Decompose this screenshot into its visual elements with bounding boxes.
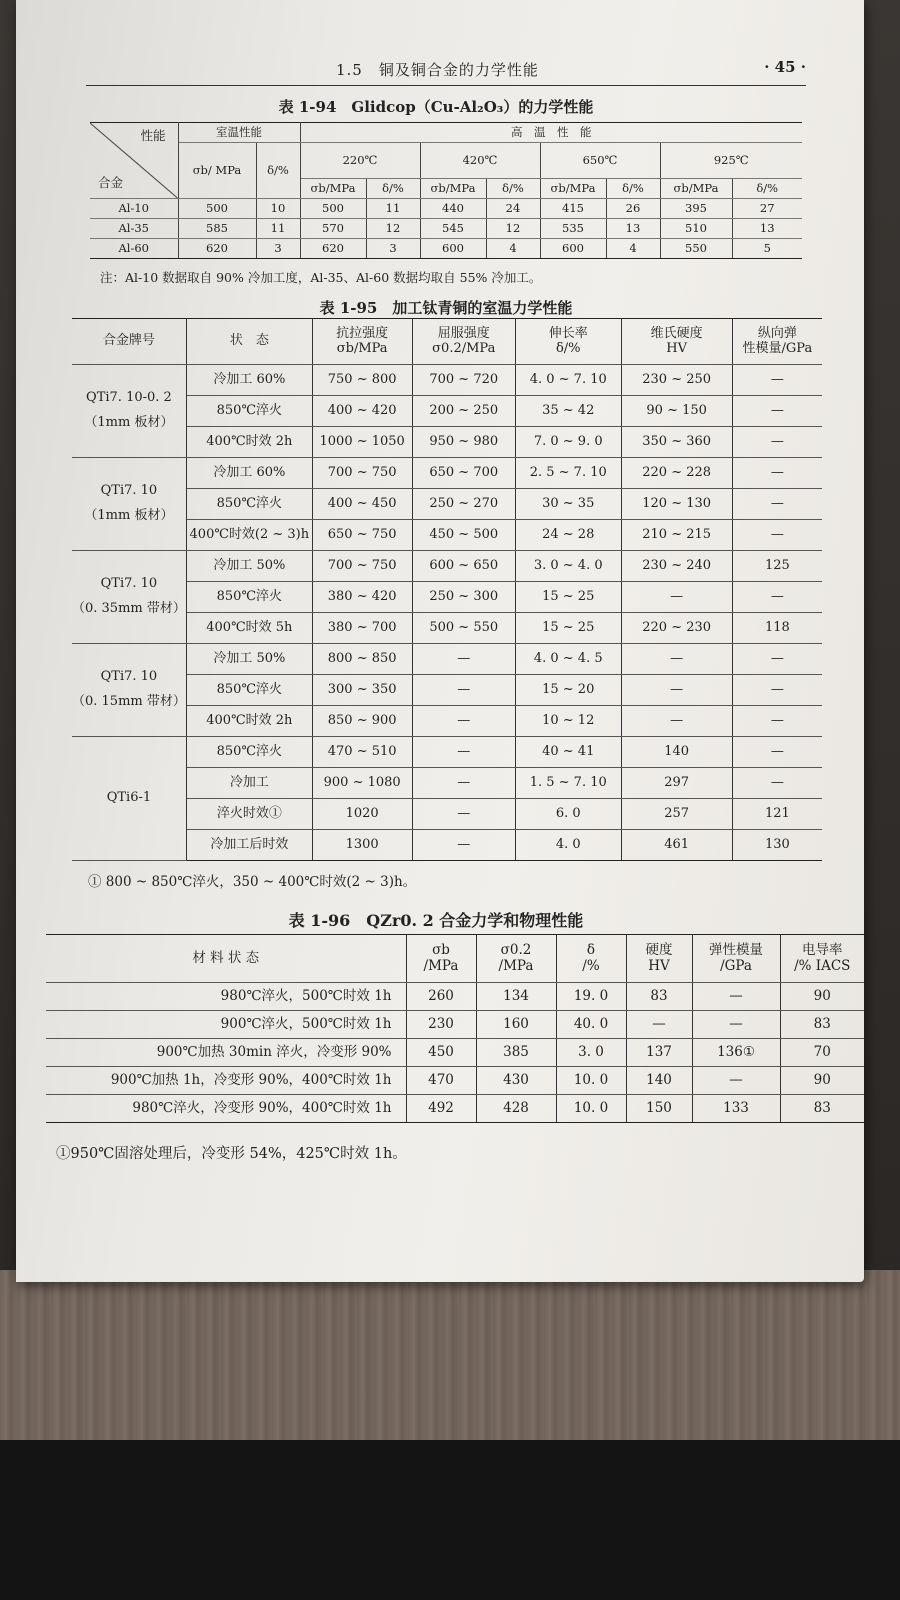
header-delta: δ/% bbox=[606, 179, 660, 199]
state-cell: 冷加工 60% bbox=[186, 365, 312, 396]
table-96-caption: 表 1-96 QZr0. 2 合金力学和物理性能 bbox=[288, 911, 584, 930]
value-cell: 230 bbox=[406, 1011, 476, 1039]
value-cell: 4. 0 ~ 7. 10 bbox=[515, 365, 621, 396]
header-temp-220: 220℃ bbox=[300, 143, 420, 179]
value-cell: 12 bbox=[486, 219, 540, 239]
alloy-group-cell: QTi6-1 bbox=[72, 737, 186, 861]
state-cell: 400℃时效 2h bbox=[186, 427, 312, 458]
value-cell: 140 bbox=[626, 1067, 692, 1095]
value-cell: 11 bbox=[366, 199, 420, 219]
value-cell: 6. 0 bbox=[515, 799, 621, 830]
table-96-note: ①950℃固溶处理后，冷变形 54%，425℃时效 1h。 bbox=[56, 1146, 407, 1162]
value-cell: — bbox=[621, 706, 732, 737]
value-cell: — bbox=[692, 983, 780, 1011]
value-cell: — bbox=[732, 675, 822, 706]
value-cell: 380 ~ 700 bbox=[312, 613, 412, 644]
value-cell: 200 ~ 250 bbox=[412, 396, 515, 427]
alloy-group-cell: QTi7. 10-0. 2 （1mm 板材） bbox=[72, 365, 186, 458]
page-header bbox=[86, 56, 806, 86]
value-cell: 19. 0 bbox=[556, 983, 626, 1011]
value-cell: 440 bbox=[420, 199, 486, 219]
value-cell: 700 ~ 720 bbox=[412, 365, 515, 396]
value-cell: 300 ~ 350 bbox=[312, 675, 412, 706]
state-cell: 400℃时效 5h bbox=[186, 613, 312, 644]
table-row bbox=[72, 458, 822, 489]
value-cell: 380 ~ 420 bbox=[312, 582, 412, 613]
value-cell: 27 bbox=[732, 199, 802, 219]
table-surface bbox=[0, 1270, 900, 1450]
value-cell: 40. 0 bbox=[556, 1011, 626, 1039]
state-cell: 850℃淬火 bbox=[186, 396, 312, 427]
value-cell: 130 bbox=[732, 830, 822, 861]
header-high-temp: 高 温 性 能 bbox=[300, 123, 802, 143]
value-cell: 3 bbox=[256, 239, 300, 259]
table-95-caption: 表 1-95 加工钛青铜的室温力学性能 bbox=[319, 299, 573, 317]
header-delta: δ/% bbox=[256, 143, 300, 199]
header-delta: δ/% bbox=[732, 179, 802, 199]
value-cell: 545 bbox=[420, 219, 486, 239]
header-temp-650: 650℃ bbox=[540, 143, 660, 179]
value-cell: 15 ~ 25 bbox=[515, 613, 621, 644]
value-cell: 150 bbox=[626, 1095, 692, 1123]
header-room-temp: 室温性能 bbox=[178, 123, 300, 143]
value-cell: — bbox=[732, 458, 822, 489]
table-row bbox=[72, 551, 822, 582]
value-cell: 1000 ~ 1050 bbox=[312, 427, 412, 458]
value-cell: 470 ~ 510 bbox=[312, 737, 412, 768]
value-cell: — bbox=[732, 737, 822, 768]
table-row bbox=[90, 199, 802, 219]
state-cell: 850℃淬火 bbox=[186, 582, 312, 613]
value-cell: — bbox=[732, 427, 822, 458]
value-cell: 450 ~ 500 bbox=[412, 520, 515, 551]
value-cell: 415 bbox=[540, 199, 606, 219]
value-cell: 1300 bbox=[312, 830, 412, 861]
value-cell: 10. 0 bbox=[556, 1067, 626, 1095]
value-cell: — bbox=[732, 489, 822, 520]
table-row bbox=[90, 219, 802, 239]
value-cell: 2. 5 ~ 7. 10 bbox=[515, 458, 621, 489]
state-cell: 850℃淬火 bbox=[186, 737, 312, 768]
table-row bbox=[72, 365, 822, 396]
running-title: 1.5 铜及铜合金的力学性能 bbox=[336, 61, 539, 79]
value-cell: — bbox=[412, 675, 515, 706]
value-cell: 900 ~ 1080 bbox=[312, 768, 412, 799]
header-tensile: 抗拉强度 σb/MPa bbox=[312, 319, 412, 365]
header-hardness: 硬度 HV bbox=[626, 935, 692, 983]
value-cell: 230 ~ 250 bbox=[621, 365, 732, 396]
value-cell: 3. 0 ~ 4. 0 bbox=[515, 551, 621, 582]
table-row bbox=[46, 1011, 864, 1039]
value-cell: 12 bbox=[366, 219, 420, 239]
table-94-caption: 表 1-94 Glidcop（Cu-Al₂O₃）的力学性能 bbox=[278, 98, 594, 116]
value-cell: 600 ~ 650 bbox=[412, 551, 515, 582]
value-cell: 83 bbox=[626, 983, 692, 1011]
value-cell: 620 bbox=[178, 239, 256, 259]
floor-background bbox=[0, 1440, 900, 1600]
state-cell: 400℃时效(2 ~ 3)h bbox=[186, 520, 312, 551]
value-cell: 600 bbox=[420, 239, 486, 259]
page-number: · 45 · bbox=[764, 58, 806, 76]
value-cell: 430 bbox=[476, 1067, 556, 1095]
value-cell: 137 bbox=[626, 1039, 692, 1067]
state-cell: 850℃淬火 bbox=[186, 489, 312, 520]
header-state: 材 料 状 态 bbox=[46, 935, 406, 983]
value-cell: 850 ~ 900 bbox=[312, 706, 412, 737]
value-cell: 136① bbox=[692, 1039, 780, 1067]
state-cell: 850℃淬火 bbox=[186, 675, 312, 706]
value-cell: 83 bbox=[780, 1095, 864, 1123]
table-94-note: 注：Al-10 数据取自 90% 冷加工度，Al-35、Al-60 数据均取自 55% 冷加工。 bbox=[100, 270, 542, 285]
value-cell: 160 bbox=[476, 1011, 556, 1039]
value-cell: — bbox=[621, 582, 732, 613]
value-cell: 700 ~ 750 bbox=[312, 458, 412, 489]
header-sigma-b: σb /MPa bbox=[406, 935, 476, 983]
value-cell: 461 bbox=[621, 830, 732, 861]
value-cell: — bbox=[732, 396, 822, 427]
value-cell: 400 ~ 420 bbox=[312, 396, 412, 427]
header-sigma: σb/ MPa bbox=[178, 143, 256, 199]
header-alloy: 合金牌号 bbox=[72, 319, 186, 365]
value-cell: 500 bbox=[178, 199, 256, 219]
table-94-corner bbox=[90, 123, 178, 199]
value-cell: 15 ~ 20 bbox=[515, 675, 621, 706]
value-cell: 13 bbox=[606, 219, 660, 239]
state-cell: 900℃加热 30min 淬火，冷变形 90% bbox=[46, 1039, 406, 1067]
value-cell: 10 ~ 12 bbox=[515, 706, 621, 737]
state-cell: 冷加工 bbox=[186, 768, 312, 799]
header-conductivity: 电导率 /% IACS bbox=[780, 935, 864, 983]
value-cell: — bbox=[412, 768, 515, 799]
state-cell: 冷加工 60% bbox=[186, 458, 312, 489]
value-cell: — bbox=[732, 520, 822, 551]
value-cell: 1020 bbox=[312, 799, 412, 830]
alloy-cell: Al-60 bbox=[90, 239, 178, 259]
value-cell: 470 bbox=[406, 1067, 476, 1095]
value-cell: 90 ~ 150 bbox=[621, 396, 732, 427]
value-cell: 118 bbox=[732, 613, 822, 644]
value-cell: 70 bbox=[780, 1039, 864, 1067]
header-delta: δ /% bbox=[556, 935, 626, 983]
value-cell: 620 bbox=[300, 239, 366, 259]
state-cell: 冷加工 50% bbox=[186, 551, 312, 582]
value-cell: — bbox=[412, 737, 515, 768]
value-cell: 230 ~ 240 bbox=[621, 551, 732, 582]
value-cell: — bbox=[621, 644, 732, 675]
header-yield: 屈服强度 σ0.2/MPa bbox=[412, 319, 515, 365]
book-page bbox=[16, 0, 864, 1282]
value-cell: 5 bbox=[732, 239, 802, 259]
value-cell: — bbox=[692, 1011, 780, 1039]
value-cell: 220 ~ 228 bbox=[621, 458, 732, 489]
state-cell: 980℃淬火，冷变形 90%，400℃时效 1h bbox=[46, 1095, 406, 1123]
value-cell: — bbox=[412, 799, 515, 830]
state-cell: 900℃淬火，500℃时效 1h bbox=[46, 1011, 406, 1039]
value-cell: 650 ~ 750 bbox=[312, 520, 412, 551]
value-cell: 140 bbox=[621, 737, 732, 768]
alloy-group-cell: QTi7. 10 （0. 15mm 带材） bbox=[72, 644, 186, 737]
header-hardness: 维氏硬度 HV bbox=[621, 319, 732, 365]
state-cell: 400℃时效 2h bbox=[186, 706, 312, 737]
header-temp-420: 420℃ bbox=[420, 143, 540, 179]
table-row bbox=[90, 239, 802, 259]
table-96 bbox=[46, 934, 864, 1123]
header-sigma: σb/MPa bbox=[420, 179, 486, 199]
table-94 bbox=[90, 122, 802, 259]
value-cell: 450 bbox=[406, 1039, 476, 1067]
table-95-note: ① 800 ~ 850℃淬火，350 ~ 400℃时效(2 ~ 3)h。 bbox=[88, 874, 417, 890]
value-cell: — bbox=[732, 644, 822, 675]
value-cell: 492 bbox=[406, 1095, 476, 1123]
state-cell: 冷加工 50% bbox=[186, 644, 312, 675]
value-cell: 3 bbox=[366, 239, 420, 259]
table-row bbox=[46, 983, 864, 1011]
value-cell: 11 bbox=[256, 219, 300, 239]
value-cell: 297 bbox=[621, 768, 732, 799]
value-cell: 4. 0 bbox=[515, 830, 621, 861]
value-cell: 570 bbox=[300, 219, 366, 239]
value-cell: 250 ~ 300 bbox=[412, 582, 515, 613]
value-cell: 13 bbox=[732, 219, 802, 239]
value-cell: 4 bbox=[486, 239, 540, 259]
header-sigma: σb/MPa bbox=[540, 179, 606, 199]
table-row bbox=[72, 644, 822, 675]
value-cell: 3. 0 bbox=[556, 1039, 626, 1067]
header-modulus: 弹性模量 /GPa bbox=[692, 935, 780, 983]
value-cell: 350 ~ 360 bbox=[621, 427, 732, 458]
corner-label-property: 性能 bbox=[140, 128, 166, 143]
value-cell: 120 ~ 130 bbox=[621, 489, 732, 520]
value-cell: 35 ~ 42 bbox=[515, 396, 621, 427]
value-cell: — bbox=[412, 706, 515, 737]
table-row bbox=[46, 1095, 864, 1123]
header-sigma-02: σ0.2 /MPa bbox=[476, 935, 556, 983]
value-cell: 600 bbox=[540, 239, 606, 259]
value-cell: 400 ~ 450 bbox=[312, 489, 412, 520]
value-cell: 83 bbox=[780, 1011, 864, 1039]
value-cell: 500 bbox=[300, 199, 366, 219]
value-cell: 260 bbox=[406, 983, 476, 1011]
value-cell: 800 ~ 850 bbox=[312, 644, 412, 675]
state-cell: 980℃淬火，500℃时效 1h bbox=[46, 983, 406, 1011]
value-cell: 210 ~ 215 bbox=[621, 520, 732, 551]
value-cell: 26 bbox=[606, 199, 660, 219]
value-cell: 134 bbox=[476, 983, 556, 1011]
value-cell: 4. 0 ~ 4. 5 bbox=[515, 644, 621, 675]
value-cell: 535 bbox=[540, 219, 606, 239]
value-cell: 24 ~ 28 bbox=[515, 520, 621, 551]
value-cell: 90 bbox=[780, 983, 864, 1011]
value-cell: 24 bbox=[486, 199, 540, 219]
value-cell: 700 ~ 750 bbox=[312, 551, 412, 582]
value-cell: — bbox=[626, 1011, 692, 1039]
value-cell: 220 ~ 230 bbox=[621, 613, 732, 644]
header-delta: δ/% bbox=[366, 179, 420, 199]
state-cell: 淬火时效① bbox=[186, 799, 312, 830]
value-cell: 125 bbox=[732, 551, 822, 582]
header-delta: δ/% bbox=[486, 179, 540, 199]
value-cell: 40 ~ 41 bbox=[515, 737, 621, 768]
table-row bbox=[72, 737, 822, 768]
value-cell: 395 bbox=[660, 199, 732, 219]
value-cell: 950 ~ 980 bbox=[412, 427, 515, 458]
value-cell: 133 bbox=[692, 1095, 780, 1123]
value-cell: 30 ~ 35 bbox=[515, 489, 621, 520]
alloy-cell: Al-10 bbox=[90, 199, 178, 219]
header-state: 状 态 bbox=[186, 319, 312, 365]
value-cell: 750 ~ 800 bbox=[312, 365, 412, 396]
header-temp-925: 925℃ bbox=[660, 143, 802, 179]
table-row bbox=[46, 1039, 864, 1067]
state-cell: 900℃加热 1h，冷变形 90%，400℃时效 1h bbox=[46, 1067, 406, 1095]
value-cell: 7. 0 ~ 9. 0 bbox=[515, 427, 621, 458]
value-cell: — bbox=[732, 706, 822, 737]
value-cell: 10. 0 bbox=[556, 1095, 626, 1123]
table-95 bbox=[72, 318, 822, 861]
value-cell: 250 ~ 270 bbox=[412, 489, 515, 520]
value-cell: 121 bbox=[732, 799, 822, 830]
value-cell: 510 bbox=[660, 219, 732, 239]
alloy-group-cell: QTi7. 10 （0. 35mm 带材） bbox=[72, 551, 186, 644]
value-cell: — bbox=[412, 830, 515, 861]
value-cell: 385 bbox=[476, 1039, 556, 1067]
value-cell: 90 bbox=[780, 1067, 864, 1095]
state-cell: 冷加工后时效 bbox=[186, 830, 312, 861]
header-modulus: 纵向弹 性模量/GPa bbox=[732, 319, 822, 365]
alloy-group-cell: QTi7. 10 （1mm 板材） bbox=[72, 458, 186, 551]
value-cell: 1. 5 ~ 7. 10 bbox=[515, 768, 621, 799]
corner-label-alloy: 合金 bbox=[98, 174, 124, 190]
value-cell: — bbox=[692, 1067, 780, 1095]
table-row bbox=[46, 1067, 864, 1095]
value-cell: 15 ~ 25 bbox=[515, 582, 621, 613]
header-elongation: 伸长率 δ/% bbox=[515, 319, 621, 365]
value-cell: 550 bbox=[660, 239, 732, 259]
value-cell: 585 bbox=[178, 219, 256, 239]
value-cell: 10 bbox=[256, 199, 300, 219]
value-cell: 428 bbox=[476, 1095, 556, 1123]
value-cell: 4 bbox=[606, 239, 660, 259]
value-cell: — bbox=[621, 675, 732, 706]
header-sigma: σb/MPa bbox=[660, 179, 732, 199]
value-cell: 500 ~ 550 bbox=[412, 613, 515, 644]
value-cell: 650 ~ 700 bbox=[412, 458, 515, 489]
value-cell: — bbox=[732, 582, 822, 613]
alloy-cell: Al-35 bbox=[90, 219, 178, 239]
value-cell: — bbox=[412, 644, 515, 675]
header-sigma: σb/MPa bbox=[300, 179, 366, 199]
value-cell: — bbox=[732, 768, 822, 799]
value-cell: — bbox=[732, 365, 822, 396]
value-cell: 257 bbox=[621, 799, 732, 830]
